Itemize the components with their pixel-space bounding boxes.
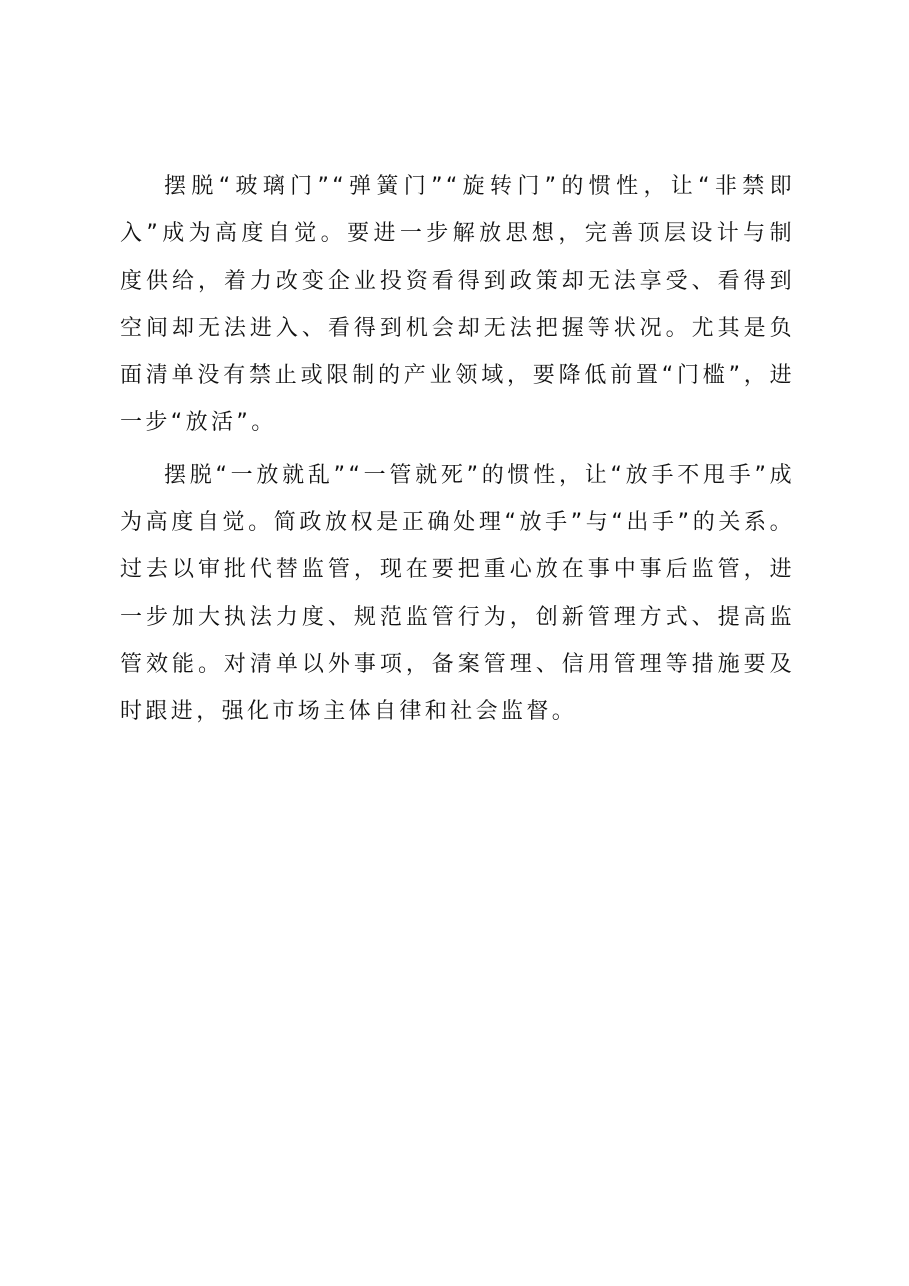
paragraph-2: 摆脱“一放就乱”“一管就死”的惯性，让“放手不甩手”成为高度自觉。简政放权是正确处理“放手”与“出手”的关系。过去以审批代替监管，现在要把重心放在事中事后监管，进一步加大执法力度、规范监管行为，创新管理方式、提高监管效能。对清单以外事项，备案管理、信用管理等措施要及时跟进，强化市场主体自律和社会监督。 <box>120 462 795 725</box>
document-body <box>120 163 795 741</box>
paragraph-1: 摆脱“玻璃门”“弹簧门”“旋转门”的惯性，让“非禁即入”成为高度自觉。要进一步解放思想，完善顶层设计与制度供给，着力改变企业投资看得到政策却无法享受、看得到空间却无法进入、看得到机会却无法把握等状况。尤其是负面清单没有禁止或限制的产业领域，要降低前置“门槛”，进一步“放活”。 <box>120 174 795 436</box>
